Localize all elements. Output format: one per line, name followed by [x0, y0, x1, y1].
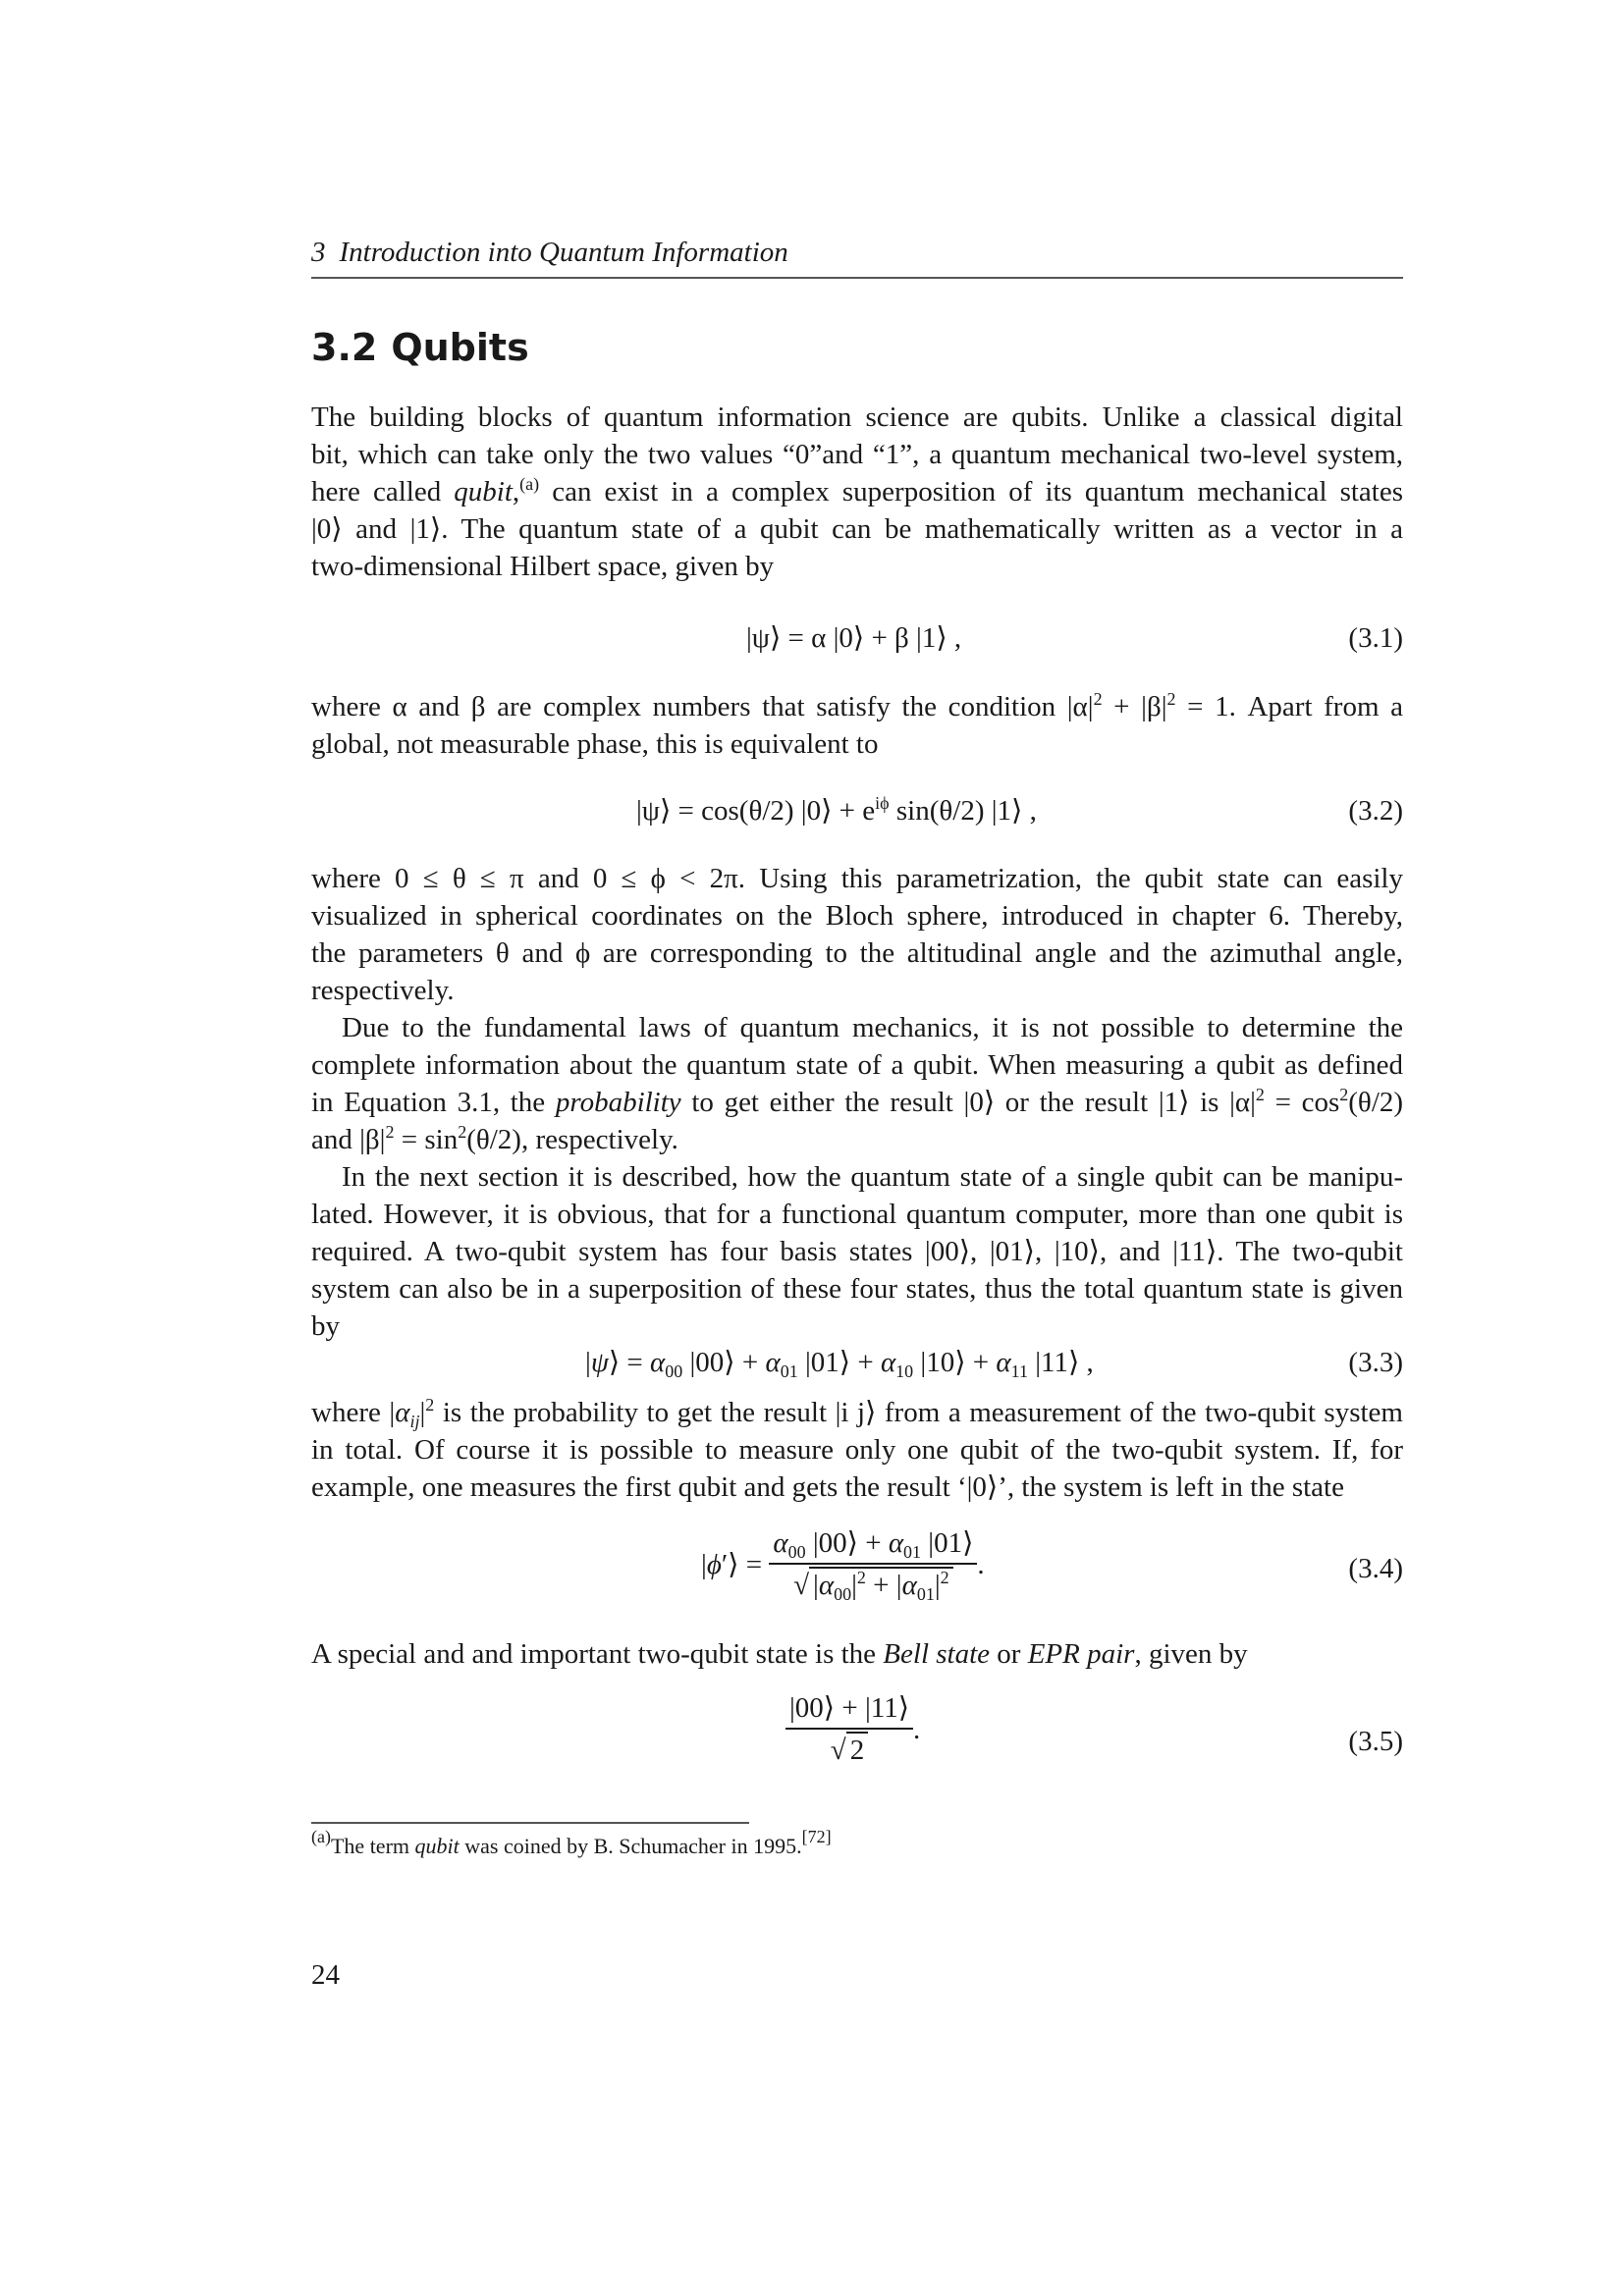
epr-pair-term: EPR pair [1027, 1638, 1135, 1670]
p5-line-4: system can also be in a superposition of these four states, thus the total quantum state is given [311, 1273, 1403, 1305]
p5-line-3: required. A two-qubit system has four basis states |00⟩, |01⟩, |10⟩, and |11⟩. The two-qubit [311, 1236, 1403, 1267]
page-number: 24 [311, 1959, 340, 1991]
equation-3-5: $\frac{|00⟩ + |11⟩}{√ 2}$ . [785, 1690, 920, 1769]
p4-line-4: and $|\beta|^2 = \sin^2(\theta/2)$, respectively. [311, 1122, 678, 1155]
p5-line-1: In the next section it is described, how the quantum state of a single qubit can be manipu- [342, 1161, 1403, 1193]
equation-3-4: |ϕ′⟩ = $\frac{\alpha_{00} |00⟩ + \alpha_{01} |01⟩}{√ |\alpha_{00}|^2 + |\alpha_{01}|^2}$ . [701, 1527, 985, 1604]
footnote-marker: (a) [519, 474, 540, 494]
p3-line-1: where 0 ≤ θ ≤ π and 0 ≤ ϕ < 2π. Using this parametrization, the qubit state can easily [311, 863, 1403, 894]
footnote-rule [311, 1822, 749, 1824]
p7-line-1: A special and and important two-qubit state is the Bell state or EPR pair, given by [311, 1638, 1248, 1670]
equation-label-3-4: (3.4) [1348, 1553, 1403, 1584]
p3-line-2: visualized in spherical coordinates on the Bloch sphere, introduced in chapter 6. Thereby, [311, 900, 1403, 932]
p4-line-1: Due to the fundamental laws of quantum mechanics, it is not possible to determine the [342, 1012, 1403, 1043]
p1-line-5: two-dimensional Hilbert space, given by [311, 551, 775, 582]
section-number: 3.2 [311, 326, 378, 369]
p3-line-3: the parameters θ and ϕ are corresponding to the altitudinal angle and the azimuthal angle, [311, 937, 1403, 969]
p1-line-2: bit, which can take only the two values “0”and “1”, a quantum mechanical two-level system, [311, 439, 1403, 470]
p2-line-1: where α and β are complex numbers that satisfy the condition $|\alpha|^2 + |\beta|^2 = 1$. Apart from a [311, 689, 1403, 722]
footnote: $^{(a)}$The term qubit was coined by B. Schumacher in 1995.[72] [311, 1827, 832, 1858]
p1-line-1: The building blocks of quantum information science are qubits. Unlike a classical digital [311, 401, 1403, 433]
qubit-term: qubit [454, 476, 513, 507]
equation-label-3-3: (3.3) [1348, 1347, 1403, 1378]
equation-3-2: |ψ⟩ = cos(θ/2) |0⟩ + $e^{i\phi}$ sin(θ/2) |1⟩ , [636, 793, 1037, 827]
p4-line-2: complete information about the quantum state of a qubit. When measuring a qubit as defined [311, 1049, 1403, 1081]
citation-ref: [72] [801, 1827, 832, 1846]
p1-line-3: here called qubit,$^{(a)}$ can exist in a complex superposition of its quantum mechanical states [311, 474, 1404, 507]
equation-label-3-2: (3.2) [1348, 795, 1403, 827]
equation-label-3-5: (3.5) [1348, 1726, 1403, 1757]
bell-state-term: Bell state [883, 1638, 991, 1670]
p6-line-1: where $|\alpha_{ij}|^2$ is the probability to get the result |i j⟩ from a measurement of the two-qubit system [311, 1395, 1403, 1431]
section-title: Qubits [391, 326, 529, 369]
equation-3-3: |ψ⟩ = $\alpha_{00}$ |00⟩ + $\alpha_{01}$ |01⟩ + $\alpha_{10}$ |10⟩ + $\alpha_{11}$ |11⟩ , [585, 1347, 1094, 1381]
section-heading [311, 326, 529, 369]
p3-line-4: respectively. [311, 975, 455, 1006]
equation-3-1: |ψ⟩ = α |0⟩ + β |1⟩ , [746, 622, 962, 654]
p6-line-2: in total. Of course it is possible to measure only one qubit of the two-qubit system. If, for [311, 1434, 1403, 1466]
equation-label-3-1: (3.1) [1348, 622, 1403, 654]
running-header [311, 230, 1403, 279]
p1-line-4: |0⟩ and |1⟩. The quantum state of a qubit can be mathematically written as a vector in a [311, 513, 1403, 545]
p5-line-5: by [311, 1310, 340, 1342]
p2-line-2: global, not measurable phase, this is equivalent to [311, 728, 879, 760]
p5-line-2: lated. However, it is obvious, that for a functional quantum computer, more than one qubit is [311, 1199, 1403, 1230]
chapter-number: 3 [311, 237, 326, 268]
p6-line-3: example, one measures the first qubit and gets the result ‘|0⟩’, the system is left in the state [311, 1471, 1344, 1503]
chapter-title: Introduction into Quantum Information [339, 237, 788, 268]
p4-line-3: in Equation 3.1, the probability to get either the result |0⟩ or the result |1⟩ is $|\alpha|^2 = \cos^2(\theta/2)$ [311, 1085, 1404, 1118]
probability-term: probability [555, 1087, 681, 1118]
